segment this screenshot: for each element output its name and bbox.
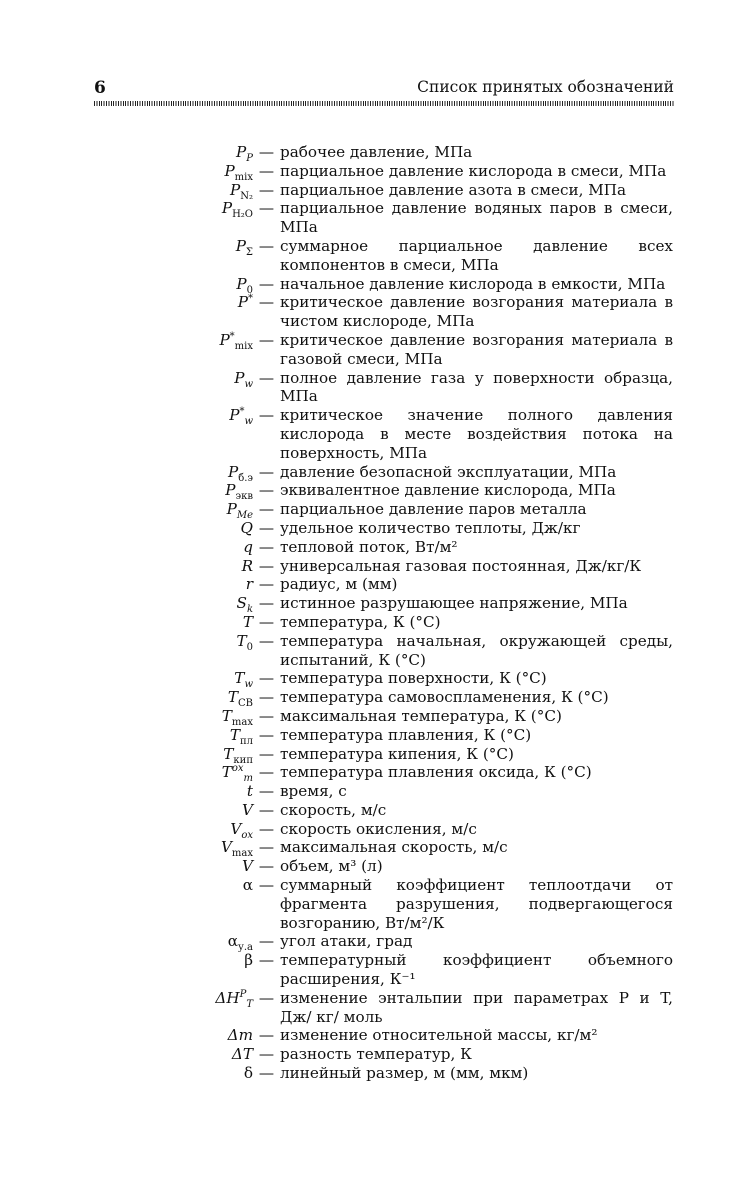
notation-entry	[0, 1064, 755, 1083]
symbol-base: P	[235, 236, 246, 255]
notation-definition: максимальная температура, К (°С)	[280, 706, 562, 725]
notation-definition: парциальное давление азота в смеси, МПа	[280, 180, 627, 199]
notation-definition: температура самовоспламенения, К (°С)	[280, 688, 609, 707]
symbol-superscript: *	[229, 330, 235, 342]
notation-entry	[0, 181, 755, 200]
notation-symbol	[0, 726, 253, 745]
notation-entry	[0, 557, 755, 576]
notation-entry	[0, 575, 755, 594]
symbol-subscript: Me	[236, 510, 253, 522]
symbol-base: T	[221, 706, 232, 725]
notation-entry	[0, 199, 755, 237]
notation-symbol	[0, 820, 253, 839]
notation-entry	[0, 857, 755, 876]
symbol-base: δ	[243, 1064, 253, 1083]
symbol-base: V	[242, 800, 253, 819]
notation-symbol	[0, 801, 253, 820]
notation-symbol	[0, 1064, 253, 1083]
em-dash: —	[258, 1026, 275, 1045]
symbol-subscript: 0	[246, 641, 253, 653]
em-dash: —	[258, 838, 275, 857]
symbol-base: α	[242, 876, 253, 895]
notation-symbol	[0, 1026, 253, 1045]
symbol-subscript: ox	[241, 829, 253, 841]
em-dash: —	[258, 274, 275, 293]
symbol-subscript: P	[246, 153, 253, 165]
notation-entry	[0, 669, 755, 691]
em-dash: —	[258, 819, 275, 838]
symbol-base: V	[220, 838, 232, 857]
notation-definition: изменение энтальпии при параметрах P и T, Дж/ кг/ моль	[280, 988, 673, 1026]
notation-entry	[0, 820, 755, 839]
notation-entry	[0, 162, 755, 181]
em-dash: —	[258, 932, 275, 951]
notation-entry	[0, 989, 755, 1027]
notation-symbol	[0, 237, 253, 275]
notation-symbol	[0, 782, 253, 801]
notation-symbol	[0, 275, 253, 294]
symbol-subscript: пл	[239, 735, 253, 747]
symbol-base: V	[242, 857, 253, 876]
notation-definition: температура, К (°С)	[280, 612, 441, 631]
notation-symbol	[0, 143, 253, 165]
symbol-base: β	[244, 951, 253, 970]
symbol-base: P	[237, 293, 248, 312]
notation-symbol	[0, 406, 253, 462]
notation-entry	[0, 613, 755, 632]
notation-entry	[0, 594, 755, 616]
notation-symbol	[0, 481, 253, 503]
notation-symbol	[0, 575, 253, 594]
symbol-subscript: max	[231, 848, 253, 860]
symbol-subscript: СВ	[238, 698, 253, 710]
symbol-subscript: б.э	[238, 472, 253, 484]
notation-entry	[0, 632, 755, 670]
notation-definition: температура начальная, окружающей среды, испытаний, К (°С)	[280, 631, 673, 669]
notation-symbol	[0, 594, 253, 616]
notation-definition: разность температур, К	[280, 1045, 472, 1064]
symbol-base: T	[229, 725, 240, 744]
symbol-subscript: mix	[234, 171, 253, 183]
em-dash: —	[258, 180, 275, 199]
symbol-subscript: mix	[234, 341, 253, 352]
symbol-base: P	[226, 500, 237, 519]
em-dash: —	[258, 744, 275, 763]
notation-definition: полное давление газа у поверхности образца, МПа	[280, 368, 673, 406]
em-dash: —	[258, 857, 275, 876]
em-dash: —	[258, 462, 275, 481]
em-dash: —	[258, 706, 275, 725]
symbol-base: T	[234, 669, 245, 688]
notation-symbol	[0, 519, 253, 538]
notation-symbol	[0, 932, 253, 954]
notation-entry	[0, 481, 755, 503]
notation-entry	[0, 293, 755, 331]
notation-entry	[0, 519, 755, 538]
symbol-base: P	[224, 161, 235, 180]
symbol-base: T	[242, 612, 253, 631]
notation-entry	[0, 331, 755, 369]
notation-definition: начальное давление кислорода в емкости, МПа	[280, 274, 666, 293]
em-dash: —	[258, 575, 275, 594]
em-dash: —	[258, 688, 275, 707]
notation-definition: время, с	[280, 782, 347, 801]
notation-symbol	[0, 688, 253, 710]
notation-entry	[0, 876, 755, 932]
symbol-base: r	[245, 575, 253, 594]
symbol-base: P	[225, 481, 236, 500]
notation-definition: парциальное давление паров металла	[280, 500, 587, 519]
symbol-base: T	[223, 744, 234, 763]
em-dash: —	[258, 143, 275, 161]
notation-definition: линейный размер, м (мм, мкм)	[280, 1064, 529, 1083]
notation-definition: тепловой поток, Вт/м²	[280, 537, 458, 556]
notation-definition: изменение относительной массы, кг/м²	[280, 1026, 598, 1045]
page-number: 6	[94, 78, 106, 98]
notation-definition: температурный коэффициент объемного расширения, К⁻¹	[280, 951, 673, 989]
symbol-subscript: max	[231, 716, 253, 728]
notation-entry	[0, 951, 755, 989]
em-dash: —	[258, 537, 275, 556]
em-dash: —	[258, 876, 275, 895]
notation-entry	[0, 463, 755, 482]
notation-definition: суммарное парциальное давление всех компонентов в смеси, МПа	[280, 236, 673, 274]
symbol-base: P	[219, 330, 230, 349]
notation-definition: угол атаки, град	[280, 932, 413, 951]
notation-entry	[0, 726, 755, 745]
em-dash: —	[258, 518, 275, 537]
notation-definition: парциальное давление кислорода в смеси, МПа	[280, 161, 667, 180]
symbol-base: ΔH	[215, 988, 240, 1007]
notation-definition: удельное количество теплоты, Дж/кг	[280, 518, 581, 537]
em-dash: —	[258, 763, 275, 782]
symbol-base: S	[236, 594, 247, 613]
notation-symbol	[0, 293, 253, 331]
symbol-base: q	[243, 537, 253, 556]
symbol-base: T	[227, 688, 238, 707]
symbol-superscript: *	[239, 406, 245, 418]
notation-symbol	[0, 500, 253, 522]
em-dash: —	[258, 594, 275, 613]
symbol-base: R	[241, 556, 253, 575]
em-dash: —	[258, 988, 275, 1007]
symbol-base: T	[236, 631, 247, 650]
notation-entry	[0, 745, 755, 764]
em-dash: —	[258, 161, 275, 180]
symbol-subscript: k	[246, 604, 253, 616]
notation-definition: критическое значение полного давления кислорода в месте воздействия потока на поверхность, МПа	[280, 406, 673, 462]
notation-entry	[0, 406, 755, 462]
notation-entry	[0, 932, 755, 954]
notation-symbol	[0, 162, 253, 181]
notation-definition: температура кипения, К (°С)	[280, 744, 514, 763]
symbol-base: P	[221, 199, 233, 218]
symbol-subscript: w	[244, 378, 253, 390]
symbol-subscript: Σ	[245, 247, 253, 259]
notation-definition: температура поверхности, К (°С)	[280, 669, 547, 688]
notation-entry	[0, 143, 755, 165]
symbol-base: P	[236, 274, 247, 293]
symbol-base: T	[221, 763, 232, 782]
running-title: Список принятых обозначений	[417, 78, 674, 96]
notation-entry	[0, 500, 755, 522]
notation-entry	[0, 763, 755, 785]
symbol-subscript: T	[246, 998, 253, 1010]
symbol-base: V	[230, 819, 242, 838]
symbol-base: P	[229, 406, 240, 425]
notation-entry	[0, 1045, 755, 1064]
symbol-subscript: экв	[235, 491, 253, 503]
symbol-subscript: у.а	[237, 942, 253, 954]
symbol-base: t	[246, 782, 253, 801]
notation-entry	[0, 688, 755, 710]
notation-symbol	[0, 463, 253, 482]
notation-definition: парциальное давление водяных паров в смеси, МПа	[280, 199, 673, 237]
notation-symbol	[0, 838, 253, 860]
notation-definition: рабочее давление, МПа	[280, 143, 473, 161]
notation-entry	[0, 538, 755, 557]
notation-symbol	[0, 951, 253, 989]
symbol-base: P	[234, 368, 245, 387]
symbol-base: Q	[240, 518, 253, 537]
notation-symbol	[0, 199, 253, 237]
symbol-base: α	[227, 932, 238, 951]
symbol-base: P	[227, 462, 239, 481]
em-dash: —	[258, 612, 275, 631]
notation-entry	[0, 707, 755, 726]
notation-definition: максимальная скорость, м/с	[280, 838, 508, 857]
em-dash: —	[258, 556, 275, 575]
notation-entry	[0, 838, 755, 860]
symbol-subscript: H₂O	[232, 209, 253, 221]
symbol-base: P	[236, 143, 247, 161]
notation-definition: температура плавления оксида, К (°С)	[280, 763, 592, 782]
em-dash: —	[258, 1045, 275, 1064]
notation-symbol	[0, 707, 253, 726]
notation-entry	[0, 801, 755, 820]
em-dash: —	[258, 368, 275, 387]
em-dash: —	[258, 406, 275, 425]
em-dash: —	[258, 951, 275, 970]
notation-symbol	[0, 632, 253, 670]
symbol-base: ΔT	[231, 1045, 253, 1064]
notation-symbol	[0, 876, 253, 932]
symbol-superscript: ox	[231, 763, 244, 775]
notation-entry	[0, 237, 755, 275]
notation-definition: критическое давление возгорания материала в газовой смеси, МПа	[280, 330, 673, 368]
em-dash: —	[258, 631, 275, 650]
notation-definition: скорость, м/с	[280, 800, 387, 819]
symbol-subscript: m	[243, 773, 253, 785]
notation-definition: температура плавления, К (°С)	[280, 725, 532, 744]
symbol-subscript: w	[244, 679, 253, 691]
em-dash: —	[258, 500, 275, 519]
notation-symbol	[0, 613, 253, 632]
notation-definition: давление безопасной эксплуатации, МПа	[280, 462, 617, 481]
symbol-subscript: 0	[246, 284, 253, 296]
em-dash: —	[258, 236, 275, 255]
notation-entry	[0, 275, 755, 294]
notation-entry	[0, 369, 755, 407]
em-dash: —	[258, 481, 275, 500]
notation-symbol	[0, 181, 253, 200]
notation-symbol	[0, 989, 253, 1027]
notation-list	[0, 143, 755, 1083]
notation-symbol	[0, 763, 253, 785]
symbol-base: Δm	[227, 1026, 253, 1045]
em-dash: —	[258, 1064, 275, 1083]
notation-symbol	[0, 669, 253, 691]
notation-symbol	[0, 331, 253, 369]
notation-symbol	[0, 538, 253, 557]
notation-definition: критическое давление возгорания материала в чистом кислороде, МПа	[280, 293, 673, 331]
notation-entry	[0, 1026, 755, 1045]
em-dash: —	[258, 293, 275, 312]
symbol-subscript: кип	[233, 754, 253, 766]
notation-definition: эквивалентное давление кислорода, МПа	[280, 481, 616, 500]
running-header	[94, 78, 674, 100]
symbol-subscript: w	[244, 416, 253, 428]
em-dash: —	[258, 782, 275, 801]
header-rule	[94, 101, 674, 106]
notation-symbol	[0, 745, 253, 764]
notation-entry	[0, 782, 755, 801]
notation-definition: объем, м³ (л)	[280, 857, 383, 876]
symbol-base: P	[230, 180, 241, 199]
em-dash: —	[258, 669, 275, 688]
notation-definition: истинное разрушающее напряжение, МПа	[280, 594, 628, 613]
symbol-subscript: N₂	[240, 190, 253, 202]
notation-symbol	[0, 369, 253, 407]
notation-symbol	[0, 857, 253, 876]
em-dash: —	[258, 725, 275, 744]
em-dash: —	[258, 330, 275, 349]
notation-definition: радиус, м (мм)	[280, 575, 398, 594]
notation-definition: скорость окисления, м/с	[280, 819, 477, 838]
notation-symbol	[0, 557, 253, 576]
notation-definition: суммарный коэффициент теплоотдачи от фрагмента разрушения, подвергающегося возгоранию, Вт/м²/К	[280, 876, 673, 932]
notation-symbol	[0, 1045, 253, 1064]
symbol-superscript: *	[248, 293, 253, 305]
notation-definition: универсальная газовая постоянная, Дж/кг/К	[280, 556, 642, 575]
symbol-superscript: P	[239, 988, 247, 1000]
em-dash: —	[258, 199, 275, 218]
em-dash: —	[258, 800, 275, 819]
